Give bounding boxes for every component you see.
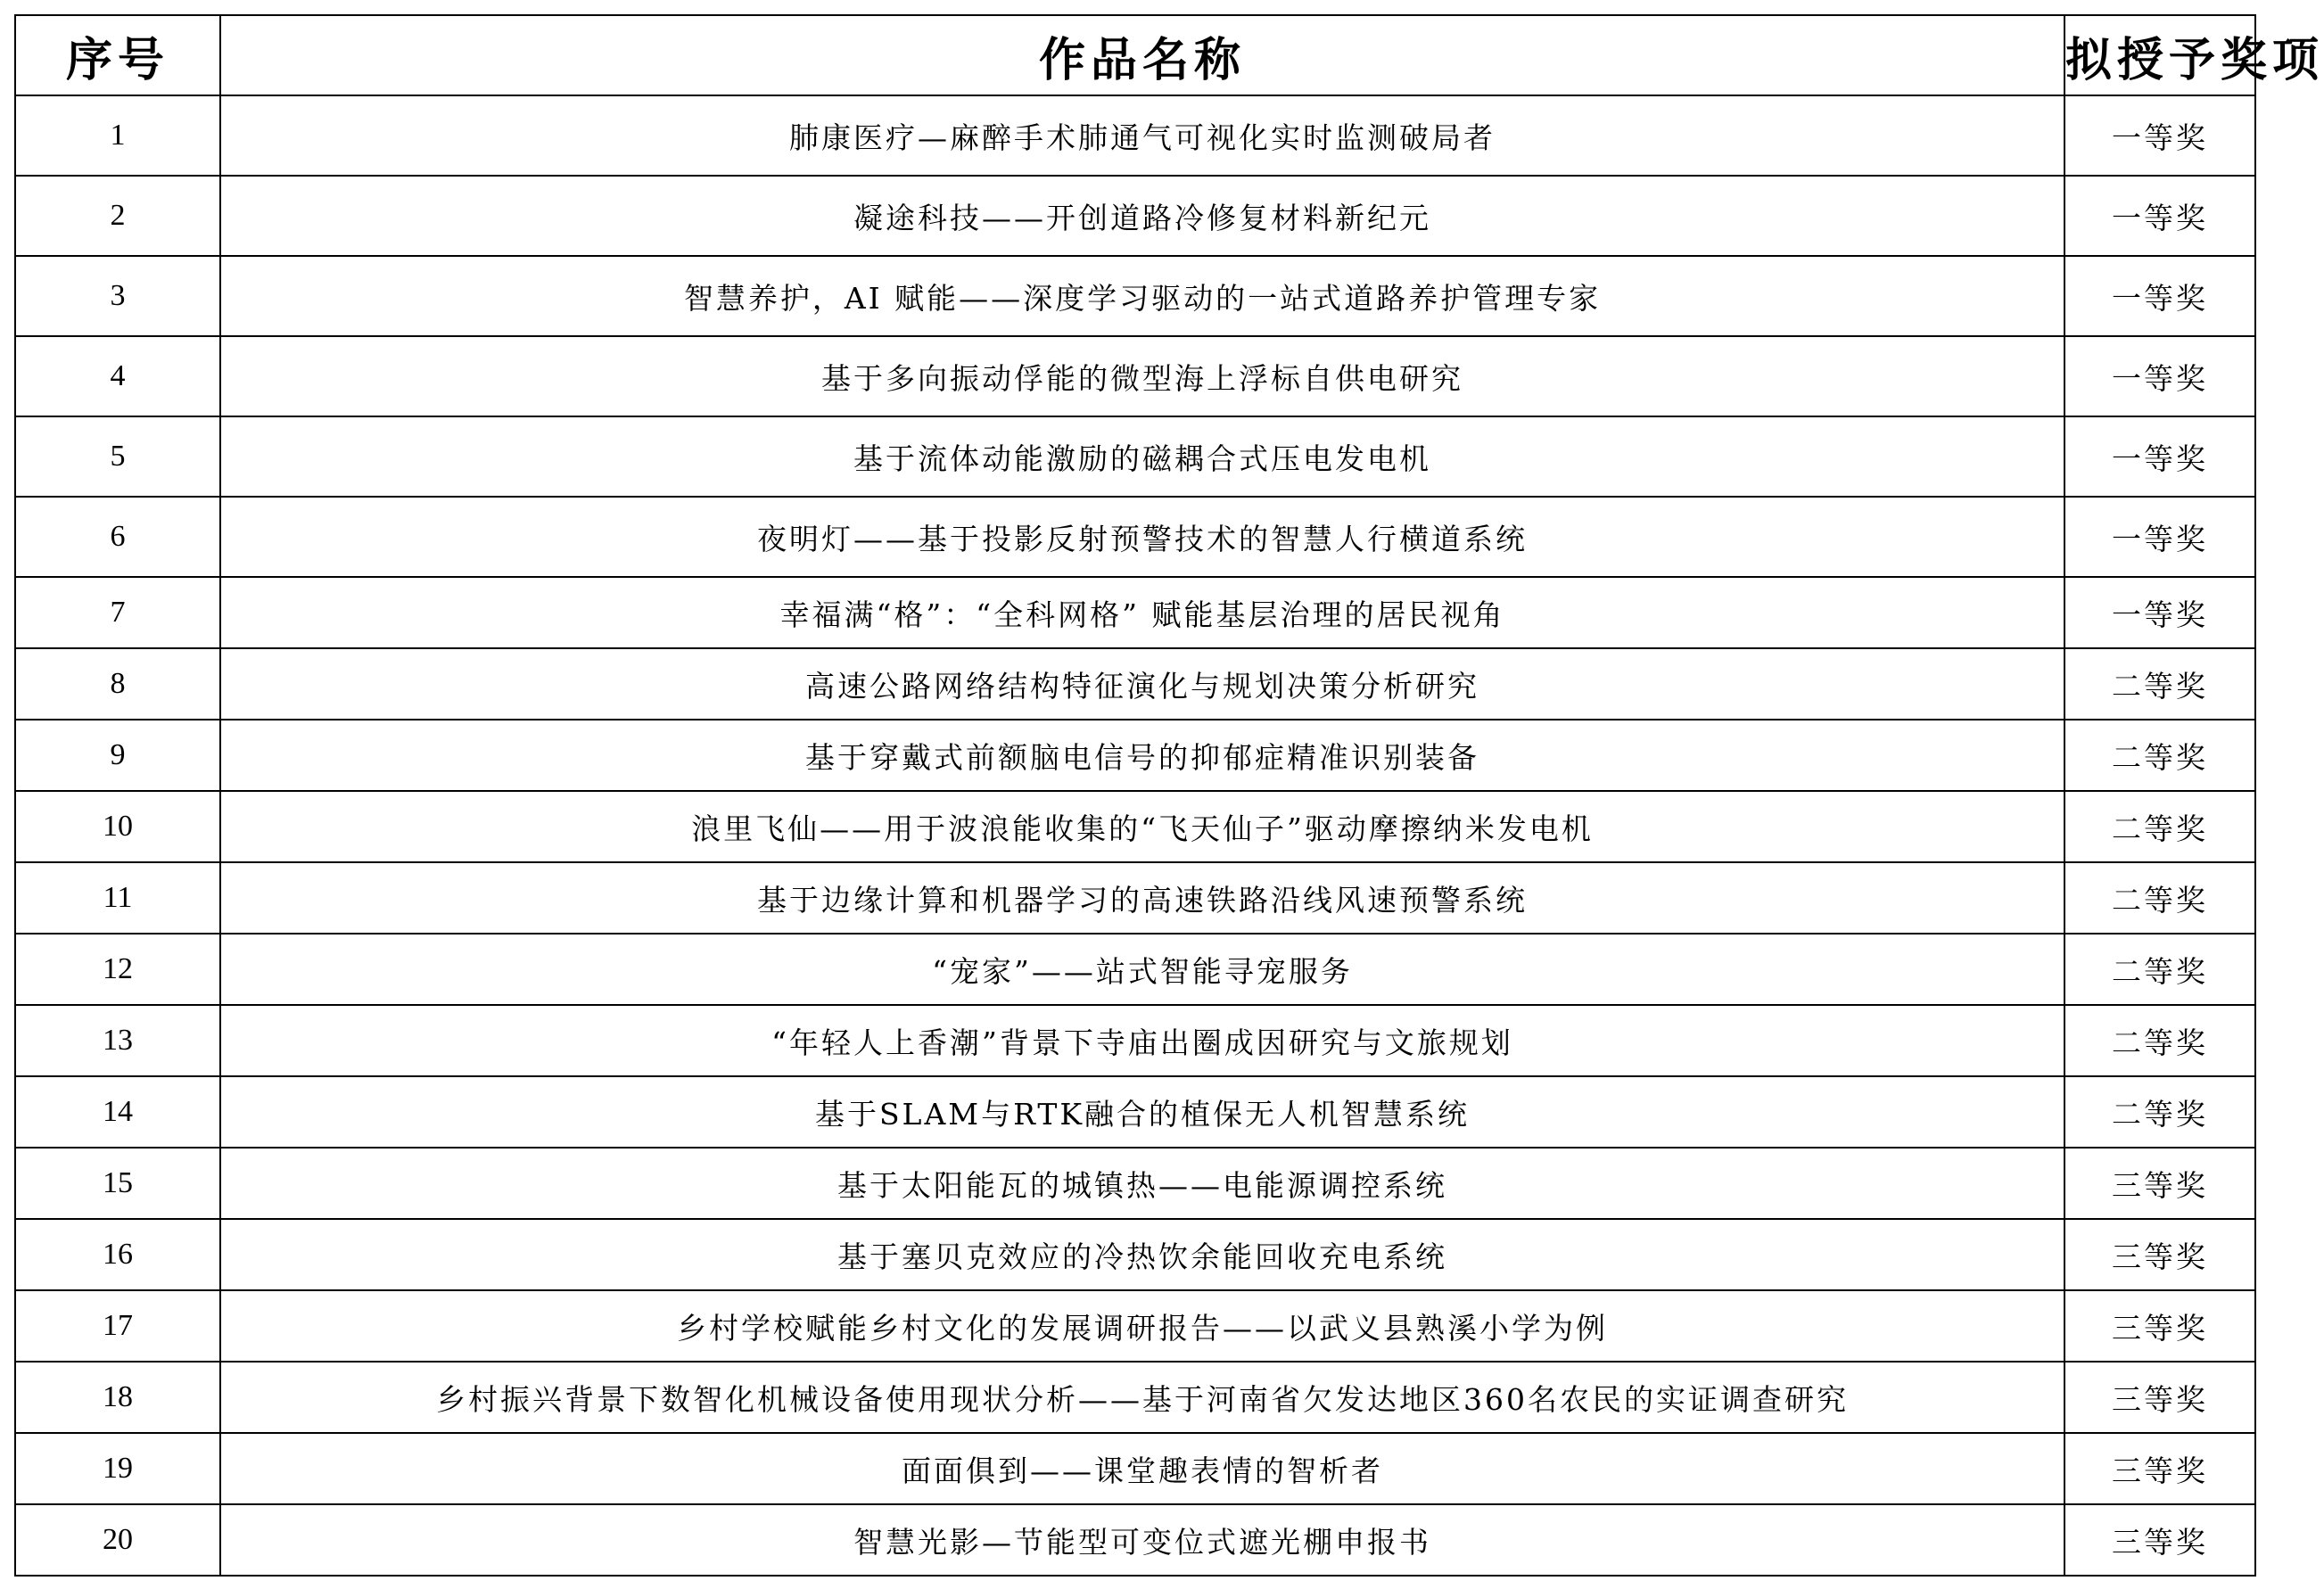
serial-number: 10	[15, 791, 220, 862]
serial-number: 6	[15, 497, 220, 577]
work-name: “年轻人上香潮”背景下寺庙出圈成因研究与文旅规划	[220, 1005, 2064, 1076]
award-level: 一等奖	[2064, 497, 2255, 577]
table-row	[15, 416, 2255, 497]
table-row	[15, 720, 2255, 791]
serial-number: 16	[15, 1219, 220, 1290]
table-row	[15, 1504, 2255, 1576]
serial-number: 1	[15, 95, 220, 176]
table-row	[15, 95, 2255, 176]
header-proposed-award: 拟授予奖项	[2064, 15, 2255, 95]
award-level: 三等奖	[2064, 1290, 2255, 1362]
work-name: 乡村振兴背景下数智化机械设备使用现状分析——基于河南省欠发达地区360名农民的实证调查研究	[220, 1362, 2064, 1433]
serial-number: 17	[15, 1290, 220, 1362]
work-name: 基于边缘计算和机器学习的高速铁路沿线风速预警系统	[220, 862, 2064, 934]
award-level: 三等奖	[2064, 1504, 2255, 1576]
serial-number: 13	[15, 1005, 220, 1076]
header-serial-number: 序号	[15, 15, 220, 95]
serial-number: 4	[15, 336, 220, 416]
serial-number: 3	[15, 256, 220, 336]
work-name: 面面俱到——课堂趣表情的智析者	[220, 1433, 2064, 1504]
award-level: 三等奖	[2064, 1362, 2255, 1433]
work-name: 乡村学校赋能乡村文化的发展调研报告——以武义县熟溪小学为例	[220, 1290, 2064, 1362]
award-level: 二等奖	[2064, 791, 2255, 862]
award-level: 三等奖	[2064, 1219, 2255, 1290]
header-work-name: 作品名称	[220, 15, 2064, 95]
work-name: 夜明灯——基于投影反射预警技术的智慧人行横道系统	[220, 497, 2064, 577]
award-level: 二等奖	[2064, 648, 2255, 720]
award-level: 二等奖	[2064, 1005, 2255, 1076]
serial-number: 11	[15, 862, 220, 934]
work-name: 基于SLAM与RTK融合的植保无人机智慧系统	[220, 1076, 2064, 1148]
table-row	[15, 934, 2255, 1005]
work-name: 基于多向振动俘能的微型海上浮标自供电研究	[220, 336, 2064, 416]
work-name: 智慧养护，AI 赋能——深度学习驱动的一站式道路养护管理专家	[220, 256, 2064, 336]
work-name: 智慧光影—节能型可变位式遮光棚申报书	[220, 1504, 2064, 1576]
work-name: 浪里飞仙——用于波浪能收集的“飞天仙子”驱动摩擦纳米发电机	[220, 791, 2064, 862]
work-name: 幸福满“格”：“全科网格” 赋能基层治理的居民视角	[220, 577, 2064, 648]
serial-number: 7	[15, 577, 220, 648]
table-row	[15, 1076, 2255, 1148]
table-row	[15, 1290, 2255, 1362]
header-row	[15, 15, 2255, 95]
work-name: 肺康医疗—麻醉手术肺通气可视化实时监测破局者	[220, 95, 2064, 176]
award-level: 一等奖	[2064, 176, 2255, 256]
award-level: 二等奖	[2064, 934, 2255, 1005]
work-name: 基于塞贝克效应的冷热饮余能回收充电系统	[220, 1219, 2064, 1290]
award-level: 一等奖	[2064, 95, 2255, 176]
table-row	[15, 648, 2255, 720]
award-level: 一等奖	[2064, 577, 2255, 648]
award-level: 二等奖	[2064, 720, 2255, 791]
work-name: 基于流体动能激励的磁耦合式压电发电机	[220, 416, 2064, 497]
table-row	[15, 577, 2255, 648]
work-name: “宠家”——站式智能寻宠服务	[220, 934, 2064, 1005]
table-row	[15, 791, 2255, 862]
work-name: 高速公路网络结构特征演化与规划决策分析研究	[220, 648, 2064, 720]
table-row	[15, 1148, 2255, 1219]
serial-number: 12	[15, 934, 220, 1005]
serial-number: 8	[15, 648, 220, 720]
table-row	[15, 1362, 2255, 1433]
table-row	[15, 1005, 2255, 1076]
serial-number: 2	[15, 176, 220, 256]
table-row	[15, 1219, 2255, 1290]
award-level: 二等奖	[2064, 862, 2255, 934]
serial-number: 5	[15, 416, 220, 497]
table-row	[15, 1433, 2255, 1504]
serial-number: 15	[15, 1148, 220, 1219]
table-row	[15, 336, 2255, 416]
awards-table	[14, 14, 2324, 1577]
serial-number: 9	[15, 720, 220, 791]
serial-number: 14	[15, 1076, 220, 1148]
table-row	[15, 497, 2255, 577]
work-name: 基于穿戴式前额脑电信号的抑郁症精准识别装备	[220, 720, 2064, 791]
award-level: 二等奖	[2064, 1076, 2255, 1148]
work-name: 凝途科技——开创道路冷修复材料新纪元	[220, 176, 2064, 256]
table-body	[15, 95, 2255, 1576]
table-row	[15, 862, 2255, 934]
table-row	[15, 256, 2255, 336]
table-row	[15, 176, 2255, 256]
serial-number: 18	[15, 1362, 220, 1433]
award-level: 三等奖	[2064, 1433, 2255, 1504]
serial-number: 19	[15, 1433, 220, 1504]
award-level: 一等奖	[2064, 336, 2255, 416]
award-level: 三等奖	[2064, 1148, 2255, 1219]
serial-number: 20	[15, 1504, 220, 1576]
award-level: 一等奖	[2064, 416, 2255, 497]
work-name: 基于太阳能瓦的城镇热——电能源调控系统	[220, 1148, 2064, 1219]
award-level: 一等奖	[2064, 256, 2255, 336]
